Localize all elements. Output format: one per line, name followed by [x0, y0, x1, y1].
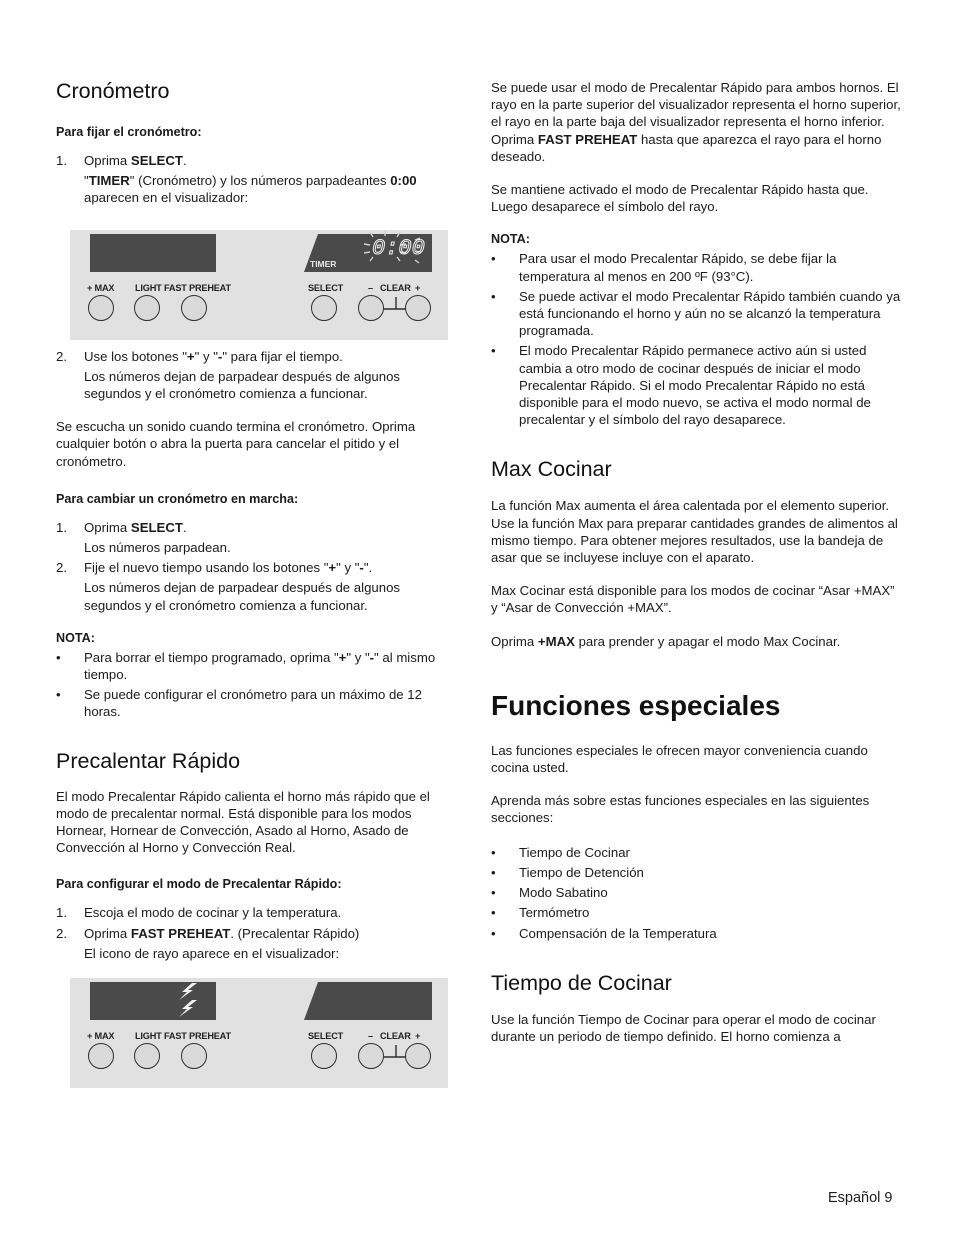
control-panel-preheat-illustration [70, 978, 448, 1088]
max-label: + MAX [87, 1031, 115, 1042]
list-item: • Compensación de la Temperatura [491, 925, 717, 941]
plus-button[interactable] [405, 295, 431, 321]
cronometro-subheading-set: Para fijar el cronómetro: [56, 125, 202, 139]
cronometro-heading: Cronómetro [56, 79, 170, 103]
minus-button[interactable] [358, 295, 384, 321]
control-panel-timer-illustration [70, 230, 448, 340]
cronometro-subheading-change: Para cambiar un cronómetro en marcha: [56, 491, 299, 506]
precalentar-heading: Precalentar Rápido [56, 748, 241, 773]
funciones-especiales-heading: Funciones especiales [491, 689, 781, 721]
light-button[interactable] [134, 295, 160, 321]
lightning-icon [179, 983, 197, 1017]
list-item: • Modo Sabatino [491, 885, 608, 901]
plus-label: + [415, 1031, 421, 1042]
list-item: 2. Fije el nuevo tiempo usando los botones "+" y "-". Los números dejan de parpadear después de algunos segundos y el cronómetro comienza a funcionar. [56, 560, 400, 613]
nota-label: NOTA: [56, 630, 95, 645]
max-button[interactable] [88, 1043, 114, 1069]
funciones-paragraph-2: Aprenda más sobre estas funciones especiales en las siguientes secciones: [491, 793, 870, 826]
tiempo-paragraph: Use la función Tiempo de Cocinar para operar el modo de cocinar durante un periodo de tiempo definido. El horno comienza a [491, 1011, 876, 1044]
list-item: 2. Oprima FAST PREHEAT. (Precalentar Rápido) El icono de rayo aparece en el visualizador: [56, 925, 360, 961]
right-column [491, 79, 901, 1045]
light-label: LIGHT [135, 1031, 162, 1042]
list-item: • Para usar el modo Precalentar Rápido, se debe fijar la temperatura al menos en 200 ºF (93°C). [491, 251, 837, 284]
max-cocinar-heading: Max Cocinar [491, 457, 612, 482]
change-timer-steps [56, 519, 460, 614]
clear-label: CLEAR [380, 1031, 411, 1042]
max-label: + MAX [87, 282, 115, 293]
max-paragraph-1: La función Max aumenta el área calentada por el elemento superior. Use la función Max para preparar cantidades grandes de alimentos al mismo tiempo. Para obtener mejores resultados, use la bandeja de asar que se incluyese incluye con el aparato. [491, 498, 898, 566]
max-paragraph-2: Max Cocinar está disponible para los modos de cocinar “Asar +MAX” y “Asar de Convección +MAX”. [491, 583, 895, 616]
precalentar-steps [56, 904, 460, 962]
select-button[interactable] [311, 1043, 337, 1069]
cronometro-steps-cont [56, 348, 460, 403]
clear-label: CLEAR [380, 282, 411, 293]
list-item: • Se puede configurar el cronómetro para un máximo de 12 horas. [56, 687, 422, 720]
list-item: 1. Oprima SELECT. "TIMER" (Cronómetro) y los números parpadeantes 0:00 aparecen en el visualizador: [56, 153, 417, 206]
funciones-paragraph-1: Las funciones especiales le ofrecen mayor conveniencia cuando cocina usted. [491, 742, 868, 776]
select-label: SELECT [308, 1031, 344, 1042]
max-paragraph-3: Oprima +MAX para prender y apagar el modo Max Cocinar. [491, 633, 841, 649]
minus-label: – [368, 282, 373, 293]
fast-preheat-button[interactable] [181, 295, 207, 321]
fast-preheat-label: FAST PREHEAT [164, 1031, 231, 1042]
left-column [56, 74, 460, 1088]
plus-button[interactable] [405, 1043, 431, 1069]
light-button[interactable] [134, 1043, 160, 1069]
tiempo-de-cocinar-heading: Tiempo de Cocinar [491, 970, 672, 995]
select-label: SELECT [308, 282, 344, 293]
minus-label: – [368, 1031, 373, 1042]
precalentar-subheading: Para configurar el modo de Precalentar Rápido: [56, 877, 342, 892]
list-item: 2. Use los botones "+" y "-" para fijar el tiempo. Los números dejan de parpadear después de algunos segundos y el cronómetro comienza a funcionar. [56, 348, 400, 402]
fast-preheat-label: FAST PREHEAT [164, 282, 231, 293]
cronometro-steps [56, 152, 460, 207]
minus-button[interactable] [358, 1043, 384, 1069]
preheat-active-paragraph: Se mantiene activado el modo de Precalentar Rápido hasta que. Luego desaparece el símbolo del rayo. [491, 182, 869, 215]
select-button[interactable] [311, 295, 337, 321]
timer-digits: 0:00 [372, 235, 425, 261]
max-button[interactable] [88, 295, 114, 321]
fast-preheat-button[interactable] [181, 1043, 207, 1069]
timer-label: TIMER [310, 258, 337, 269]
list-item: 1. Escoja el modo de cocinar y la temperatura. [56, 905, 342, 921]
list-item: • Tiempo de Cocinar [491, 844, 630, 860]
preheat-both-ovens-paragraph: Se puede usar el modo de Precalentar Rápido para ambos hornos. El rayo en la parte superior del visualizador representa el horno superior, el rayo en la parte baja del visualizador representa el horno inferior. Oprima FAST PREHEAT hasta que aparezca el rayo para el horno deseado. [491, 80, 901, 164]
timer-sound-paragraph: Se escucha un sonido cuando termina el cronómetro. Oprima cualquier botón o abra la puerta para cancelar el pitido y el cronómetro. [56, 419, 416, 469]
list-item: 1. Oprima SELECT. Los números parpadean. [56, 519, 231, 556]
list-item: • Para borrar el tiempo programado, oprima "+" y "-" al mismo tiempo. [56, 649, 436, 683]
list-item: • Tiempo de Detención [491, 864, 644, 880]
list-item: • Se puede activar el modo Precalentar Rápido también cuando ya está funcionando el horno y aún no se alcanzó la temperatura programada. [491, 288, 901, 339]
page-footer: Español 9 [828, 1190, 893, 1206]
nota-label: NOTA: [491, 232, 530, 247]
list-item: • Termómetro [491, 905, 590, 921]
precalentar-paragraph: El modo Precalentar Rápido calienta el horno más rápido que el modo de precalentar normal. Está disponible para los modos Hornear, Hornear de Convección, Asado al Horno, Asado de Convección al Horno y Convección Real. [56, 788, 430, 856]
list-item: • El modo Precalentar Rápido permanece activo aún si usted cambia a otro modo de cocinar después de iniciar el modo Precalentar Rápido. Si el modo Precalentar Rápido no está disponible para el modo nuevo, se activa el modo normal de precalentar y el símbolo del rayo desaparece. [491, 343, 871, 428]
funciones-list [491, 844, 901, 942]
plus-label: + [415, 282, 421, 293]
nota-list [56, 649, 460, 721]
preheat-nota-list [491, 250, 901, 428]
light-label: LIGHT [135, 282, 162, 293]
